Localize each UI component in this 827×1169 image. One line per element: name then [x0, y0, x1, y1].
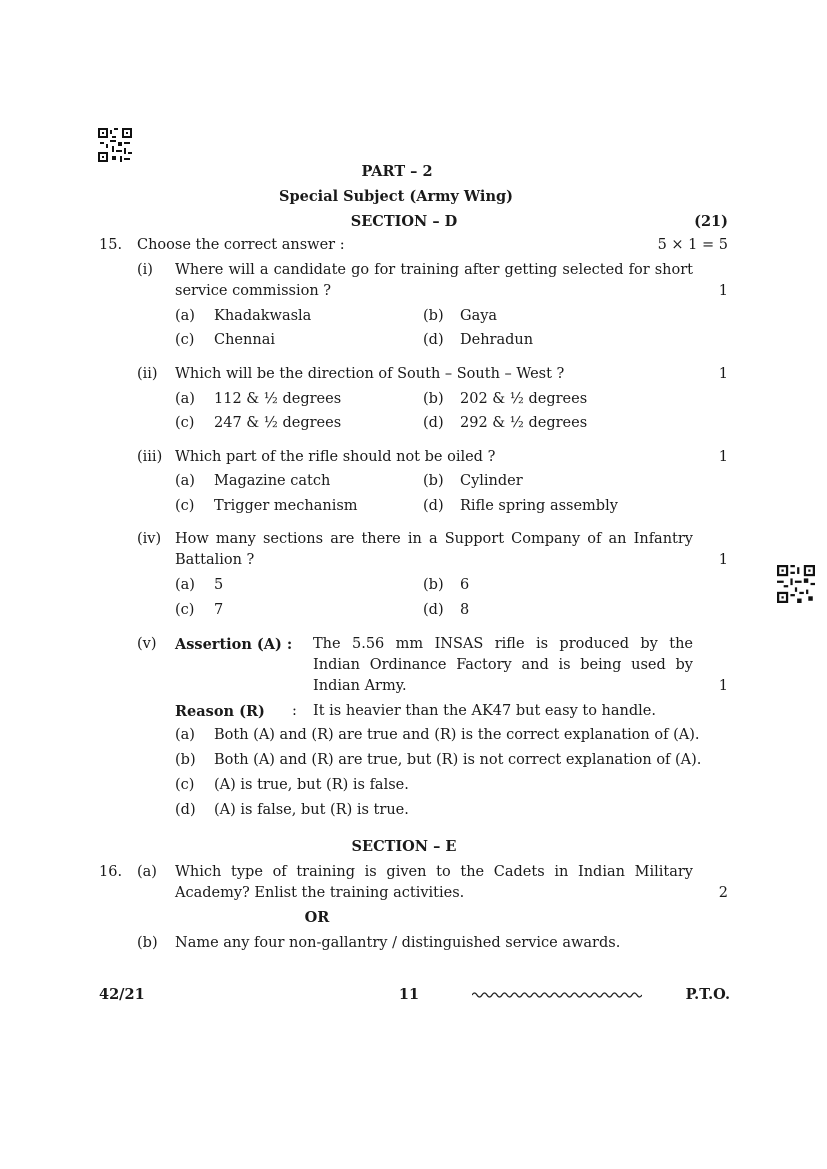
option-label: (b): [423, 391, 444, 407]
option-label: (b): [175, 752, 196, 768]
option-label: (c): [175, 498, 195, 514]
sub-question-label: (ii): [137, 366, 158, 382]
subject-title: Special Subject (Army Wing): [279, 188, 513, 205]
option-label: (d): [423, 332, 444, 348]
mark: 1: [718, 366, 728, 382]
sub-question-label: (b): [137, 935, 158, 951]
paper-code: 42/21: [99, 986, 145, 1003]
sub-question-label: (iii): [137, 449, 163, 465]
sub-question-text: Name any four non-gallantry / distinguished service awards.: [175, 935, 621, 951]
option-text: 5: [214, 577, 224, 593]
option-label: (d): [423, 602, 444, 618]
or-divider: OR: [304, 909, 330, 926]
option-label: (a): [175, 391, 195, 407]
option-label: (c): [175, 415, 195, 431]
assertion-label: Assertion (A) :: [175, 636, 293, 653]
option-text: 7: [214, 602, 224, 618]
assertion-text: Indian Army.: [313, 678, 407, 694]
option-text: (A) is false, but (R) is true.: [214, 802, 409, 818]
option-label: (c): [175, 777, 195, 793]
option-text: Both (A) and (R) are true, but (R) is not correct explanation of (A).: [214, 752, 702, 768]
sub-question-text: How many sections are there in a Support Company of an Infantry: [175, 531, 693, 547]
option-text: 247 & ½ degrees: [214, 415, 342, 431]
sub-question-text: Academy? Enlist the training activities.: [175, 885, 465, 901]
option-text: (A) is true, but (R) is false.: [214, 777, 409, 793]
sub-question-text: Which type of training is given to the Cadets in Indian Military: [175, 864, 693, 880]
question-number: 15.: [99, 237, 123, 253]
sub-question-text: Which part of the rifle should not be oiled ?: [175, 449, 496, 465]
option-label: (d): [423, 498, 444, 514]
sub-question-text: Where will a candidate go for training after getting selected for short: [175, 262, 693, 278]
option-label: (d): [423, 415, 444, 431]
mark: 1: [718, 449, 728, 465]
sub-question-text: Which will be the direction of South – South – West ?: [175, 366, 565, 382]
sub-question-label: (a): [137, 864, 157, 880]
sub-question-label: (iv): [137, 531, 162, 547]
option-text: Trigger mechanism: [214, 498, 358, 514]
option-label: (a): [175, 727, 195, 743]
sub-question-label: (v): [137, 636, 157, 652]
section-e-title: SECTION – E: [351, 838, 457, 855]
qr-code-right-margin: [777, 565, 815, 603]
option-label: (d): [175, 802, 196, 818]
option-text: 202 & ½ degrees: [460, 391, 588, 407]
mark: 1: [718, 678, 728, 694]
section-d-title: SECTION – D: [350, 213, 458, 230]
reason-colon: :: [292, 703, 297, 719]
mark: 2: [718, 885, 728, 901]
please-turn-over: P.T.O.: [685, 986, 730, 1003]
option-text: Magazine catch: [214, 473, 331, 489]
question-number: 16.: [99, 864, 123, 880]
reason-text: It is heavier than the AK47 but easy to handle.: [313, 703, 656, 719]
option-text: Dehradun: [460, 332, 534, 348]
option-text: 292 & ½ degrees: [460, 415, 588, 431]
wavy-line-divider: [472, 989, 642, 1005]
page-number: 11: [398, 986, 420, 1003]
option-label: (a): [175, 308, 195, 324]
sub-question-label: (i): [137, 262, 153, 278]
option-label: (b): [423, 473, 444, 489]
qr-code-top-left: [98, 128, 132, 162]
option-text: 6: [460, 577, 470, 593]
option-label: (c): [175, 602, 195, 618]
option-label: (a): [175, 473, 195, 489]
assertion-text: The 5.56 mm INSAS rifle is produced by the: [313, 636, 693, 652]
option-text: 8: [460, 602, 470, 618]
option-text: Cylinder: [460, 473, 523, 489]
mark: 1: [718, 552, 728, 568]
option-label: (b): [423, 577, 444, 593]
option-text: Gaya: [460, 308, 498, 324]
part-title: PART – 2: [361, 163, 433, 180]
option-label: (c): [175, 332, 195, 348]
option-text: Khadakwasla: [214, 308, 312, 324]
option-text: Rifle spring assembly: [460, 498, 618, 514]
section-d-marks: (21): [694, 213, 728, 230]
reason-label: Reason (R): [175, 703, 265, 720]
question-marks-total: 5 × 1 = 5: [657, 237, 728, 253]
mark: 1: [718, 283, 728, 299]
option-label: (a): [175, 577, 195, 593]
option-text: Chennai: [214, 332, 275, 348]
question-instruction: Choose the correct answer :: [137, 237, 345, 253]
option-text: 112 & ½ degrees: [214, 391, 342, 407]
sub-question-text: service commission ?: [175, 283, 332, 299]
assertion-text: Indian Ordinance Factory and is being used by: [313, 657, 693, 673]
sub-question-text: Battalion ?: [175, 552, 255, 568]
option-text: Both (A) and (R) are true and (R) is the correct explanation of (A).: [214, 727, 700, 743]
option-label: (b): [423, 308, 444, 324]
